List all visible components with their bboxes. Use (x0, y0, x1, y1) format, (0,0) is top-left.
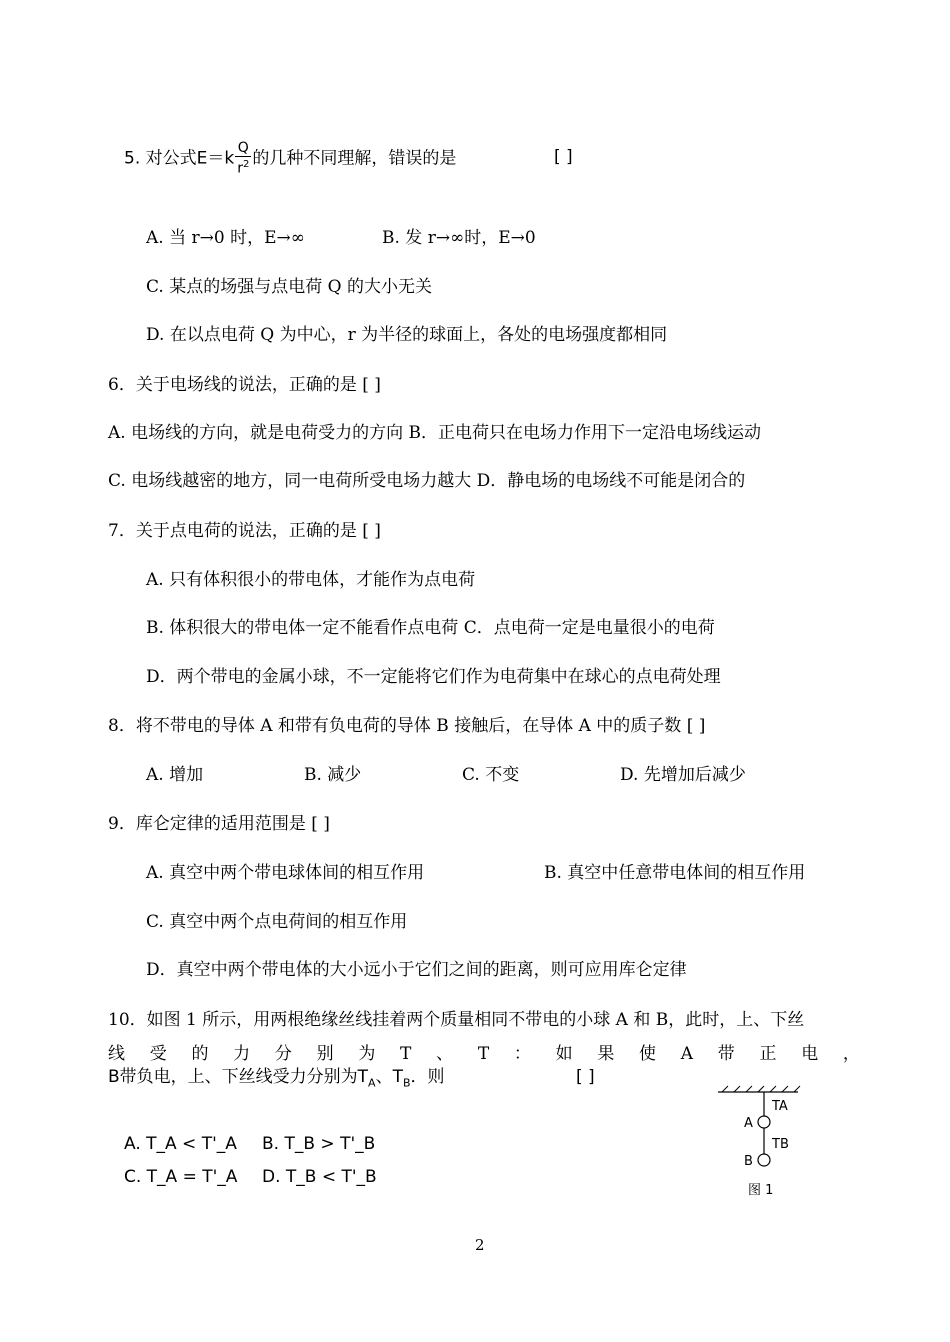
q10-w5: 别 (316, 1044, 334, 1064)
label-tb: TB (772, 1137, 789, 1152)
q9-option-b: B. 真空中任意带电体间的相互作用 (544, 863, 806, 883)
q5-frac-num: Q (235, 140, 251, 157)
q7-option-d: D．两个带电的金属小球，不一定能将它们作为电荷集中在球心的点电荷处理 (146, 667, 721, 687)
q5-option-b: B. 发 r→∞时，E→0 (382, 228, 536, 248)
q9-option-d: D．真空中两个带电体的大小远小于它们之间的距离，则可应用库仑定律 (146, 960, 687, 980)
q10-option-a-text: A. T_A < T'_A (124, 1134, 237, 1154)
q7-stem: 7．关于点电荷的说法，正确的是 [ ] (108, 521, 381, 541)
label-ta: TA (772, 1099, 788, 1114)
q10-option-b-text: B. T_B > T'_B (262, 1134, 376, 1154)
q7-option-a: A. 只有体积很小的带电体，才能作为点电荷 (146, 570, 476, 590)
q10-w14: A (680, 1044, 694, 1064)
q10-option-c-text: C. T_A = T'_A (124, 1167, 238, 1187)
page-number: 2 (475, 1236, 485, 1254)
q5-fraction (235, 140, 251, 177)
q10-w6: 为 (358, 1044, 376, 1064)
q10-w9: T (477, 1044, 490, 1064)
label-b: B (744, 1154, 753, 1169)
q10-w2: 的 (191, 1044, 209, 1064)
q10-line3-suffix: ．则 (410, 1067, 445, 1087)
q10-w11: 如 (555, 1044, 573, 1064)
q5-option-d: D. 在以点电荷 Q 为中心，r 为半径的球面上，各处的电场强度都相同 (146, 325, 668, 345)
q10-sub-a: A (368, 1076, 376, 1090)
q10-option-a (124, 1133, 237, 1155)
q10-w10: ： (513, 1044, 531, 1064)
q10-w7: T (400, 1044, 412, 1064)
q10-w16: 正 (759, 1044, 777, 1064)
q5-frac-den: r (237, 160, 243, 177)
q10-w17: 电 (801, 1044, 819, 1064)
ball-a (758, 1116, 770, 1128)
q10-w8: 、 (436, 1044, 454, 1064)
q10-option-c (124, 1166, 237, 1188)
q9-stem: 9．库仑定律的适用范围是 [ ] (108, 814, 330, 834)
q7-option-bc: B. 体积很大的带电体一定不能看作点电荷 C．点电荷一定是电量很小的电荷 (146, 618, 715, 638)
q10-line3 (108, 1066, 445, 1094)
q8-option-b: B. 减少 (304, 765, 362, 785)
ceiling-hatch (722, 1086, 800, 1092)
q8-stem: 8．将不带电的导体 A 和带有负电荷的导体 B 接触后，在导体 A 中的质子数 [ ] (108, 716, 706, 736)
q10-w0: 线 (108, 1044, 125, 1064)
q5-suffix: 的几种不同理解，错误的是 (252, 148, 457, 169)
q9-option-c: C. 真空中两个点电荷间的相互作用 (146, 912, 408, 932)
q5-option-c: C. 某点的场强与点电荷 Q 的大小无关 (146, 277, 432, 297)
q10-line2 (108, 1043, 860, 1065)
q8-option-a: A. 增加 (146, 765, 204, 785)
q10-w18: ， (842, 1044, 860, 1064)
figure-caption: 图 1 (748, 1183, 774, 1198)
q6-options-ab: A. 电场线的方向，就是电荷受力的方向 B．正电荷只在电场力作用下一定沿电场线运动 (108, 423, 761, 443)
q5-option-a: A. 当 r→0 时，E→∞ (146, 228, 305, 248)
q6-stem: 6．关于电场线的说法，正确的是 [ ] (108, 375, 381, 395)
q10-bracket: [ ] (576, 1067, 595, 1087)
q6-options-cd: C. 电场线越密的地方，同一电荷所受电场力越大 D．静电场的电场线不可能是闭合的 (108, 471, 746, 491)
q10-option-b (262, 1133, 375, 1155)
q5-stem (124, 140, 456, 177)
figure-1-diagram (712, 1084, 822, 1204)
q10-line3-mid: 、T (375, 1067, 403, 1087)
q10-option-d (262, 1166, 377, 1188)
q10-sub-b: B (402, 1076, 411, 1090)
q5-prefix: 5. 对公式E＝k (124, 148, 235, 169)
q10-w12: 果 (597, 1044, 615, 1064)
q10-option-d-text: D. T_B < T'_B (262, 1167, 377, 1187)
q5-bracket: [ ] (554, 147, 573, 167)
q5-frac-den-sup: 2 (242, 159, 250, 170)
q8-option-c: C. 不变 (462, 765, 520, 785)
q10-line1: 10．如图 1 所示，用两根绝缘丝线挂着两个质量相同不带电的小球 A 和 B，此时，上、下丝 (108, 1010, 805, 1030)
q8-option-d: D. 先增加后减少 (620, 765, 746, 785)
q10-line3-prefix: B带负电，上、下丝线受力分别为T (108, 1067, 369, 1087)
q10-w13: 使 (639, 1044, 657, 1064)
label-a: A (744, 1116, 753, 1131)
q10-w3: 力 (233, 1044, 251, 1064)
q10-w4: 分 (274, 1044, 292, 1064)
q10-w1: 受 (149, 1044, 167, 1064)
q9-option-a: A. 真空中两个带电球体间的相互作用 (146, 863, 425, 883)
q10-w15: 带 (717, 1044, 735, 1064)
ball-b (758, 1154, 770, 1166)
